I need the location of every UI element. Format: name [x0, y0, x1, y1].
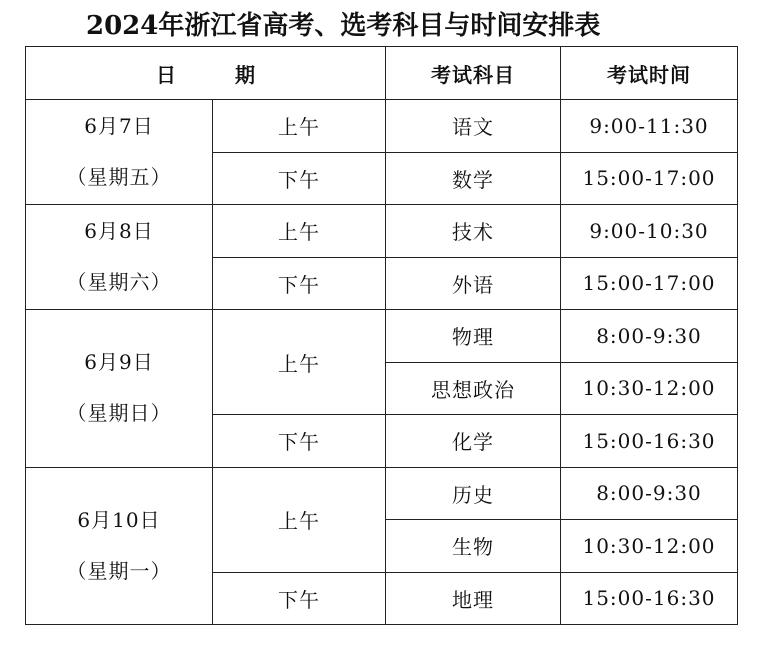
time-cell: 10:30-12:00 — [561, 362, 738, 415]
exam-schedule-table — [25, 46, 738, 625]
date-cell — [26, 100, 213, 205]
table-row — [26, 467, 738, 520]
time-cell: 15:00-17:00 — [561, 257, 738, 310]
weekday-label: （星期五） — [66, 165, 172, 189]
period-cell: 下午 — [213, 257, 386, 310]
date-cell — [26, 205, 213, 310]
period-cell: 下午 — [213, 572, 386, 625]
header-time: 考试时间 — [561, 47, 738, 100]
subject-cell: 外语 — [386, 257, 561, 310]
date-label: 6月7日 — [84, 114, 154, 138]
table-row — [26, 205, 738, 258]
date-cell — [26, 310, 213, 468]
weekday-label: （星期一） — [66, 558, 172, 583]
period-cell: 上午 — [213, 205, 386, 258]
subject-cell: 生物 — [386, 520, 561, 573]
table-header-row — [26, 47, 738, 100]
period-cell: 上午 — [213, 467, 386, 572]
subject-cell: 历史 — [386, 467, 561, 520]
time-cell: 15:00-16:30 — [561, 572, 738, 625]
time-cell: 15:00-17:00 — [561, 152, 738, 205]
subject-cell: 语文 — [386, 100, 561, 153]
time-cell: 9:00-11:30 — [561, 100, 738, 153]
weekday-label: （星期六） — [66, 270, 172, 294]
page-title: 2024年浙江省高考、选考科目与时间安排表 — [86, 11, 601, 41]
header-subject: 考试科目 — [386, 47, 561, 100]
subject-cell: 地理 — [386, 572, 561, 625]
time-cell: 9:00-10:30 — [561, 205, 738, 258]
period-cell: 上午 — [213, 100, 386, 153]
period-cell: 下午 — [213, 152, 386, 205]
subject-cell: 思想政治 — [386, 362, 561, 415]
subject-cell: 化学 — [386, 415, 561, 468]
time-cell: 8:00-9:30 — [561, 467, 738, 520]
date-label: 6月10日 — [77, 507, 161, 532]
weekday-label: （星期日） — [66, 401, 172, 426]
period-cell: 上午 — [213, 310, 386, 415]
table-row — [26, 100, 738, 153]
time-cell: 8:00-9:30 — [561, 310, 738, 363]
date-cell — [26, 467, 213, 625]
subject-cell: 技术 — [386, 205, 561, 258]
period-cell: 下午 — [213, 415, 386, 468]
date-label: 6月8日 — [84, 219, 154, 243]
time-cell: 15:00-16:30 — [561, 415, 738, 468]
subject-cell: 物理 — [386, 310, 561, 363]
time-cell: 10:30-12:00 — [561, 520, 738, 573]
subject-cell: 数学 — [386, 152, 561, 205]
table-row — [26, 310, 738, 363]
date-label: 6月9日 — [84, 350, 154, 375]
header-date: 日 期 — [26, 47, 386, 100]
